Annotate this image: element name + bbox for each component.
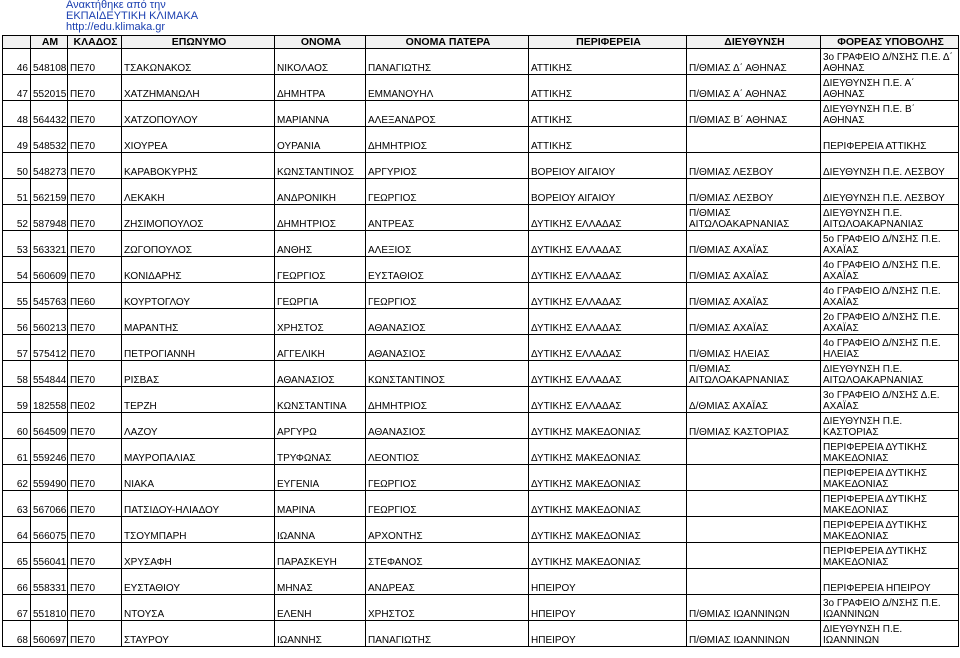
surname-cell: ΤΣΑΚΩΝΑΚΟΣ bbox=[122, 49, 275, 75]
name-cell: ΚΩΝΣΤΑΝΤΙΝΟΣ bbox=[275, 153, 366, 179]
father-name-cell: ΕΜΜΑΝΟΥΗΛ bbox=[366, 75, 529, 101]
region-cell: ΑΤΤΙΚΗΣ bbox=[529, 75, 687, 101]
region-cell: ΔΥΤΙΚΗΣ ΕΛΛΑΔΑΣ bbox=[529, 361, 687, 387]
name-cell: ΑΡΓΥΡΩ bbox=[275, 413, 366, 439]
row-number: 65 bbox=[3, 543, 31, 569]
father-name-cell: ΚΩΝΣΤΑΝΤΙΝΟΣ bbox=[366, 361, 529, 387]
region-cell: ΔΥΤΙΚΗΣ ΜΑΚΕΔΟΝΙΑΣ bbox=[529, 465, 687, 491]
directorate-cell: Π/ΘΜΙΑΣ ΑΙΤΩΛΟΑΚΑΡΝΑΝΙΑΣ bbox=[687, 361, 821, 387]
name-cell: ΕΥΓΕΝΙΑ bbox=[275, 465, 366, 491]
father-name-cell: ΠΑΝΑΓΙΩΤΗΣ bbox=[366, 49, 529, 75]
row-number: 49 bbox=[3, 127, 31, 153]
klados-cell: ΠΕ70 bbox=[68, 569, 122, 595]
father-name-cell: ΑΝΔΡΕΑΣ bbox=[366, 569, 529, 595]
father-name-cell: ΑΘΑΝΑΣΙΟΣ bbox=[366, 335, 529, 361]
submitting-body-cell: ΔΙΕΥΘΥΝΣΗ Π.Ε. ΑΙΤΩΛΟΑΚΑΡΝΑΝΙΑΣ bbox=[821, 205, 959, 231]
father-name-cell: ΓΕΩΡΓΙΟΣ bbox=[366, 179, 529, 205]
row-number: 60 bbox=[3, 413, 31, 439]
region-cell: ΔΥΤΙΚΗΣ ΕΛΛΑΔΑΣ bbox=[529, 257, 687, 283]
father-name-cell: ΣΤΕΦΑΝΟΣ bbox=[366, 543, 529, 569]
klados-cell: ΠΕ70 bbox=[68, 101, 122, 127]
surname-cell: ΜΑΡΑΝΤΗΣ bbox=[122, 309, 275, 335]
table-row bbox=[3, 439, 959, 465]
watermark-line: ΕΚΠΑΙΔΕΥΤΙΚΗ ΚΛΙΜΑΚΑ bbox=[66, 10, 199, 22]
region-cell: ΒΟΡΕΙΟΥ ΑΙΓΑΙΟΥ bbox=[529, 179, 687, 205]
klados-cell: ΠΕ70 bbox=[68, 231, 122, 257]
klados-cell: ΠΕ70 bbox=[68, 595, 122, 621]
row-number: 63 bbox=[3, 491, 31, 517]
region-cell: ΔΥΤΙΚΗΣ ΜΑΚΕΔΟΝΙΑΣ bbox=[529, 491, 687, 517]
am-cell: 567066 bbox=[31, 491, 68, 517]
submitting-body-cell: ΔΙΕΥΘΥΝΣΗ Π.Ε. ΚΑΣΤΟΡΙΑΣ bbox=[821, 413, 959, 439]
table-row bbox=[3, 335, 959, 361]
submitting-body-cell: ΠΕΡΙΦΕΡΕΙΑ ΗΠΕΙΡΟΥ bbox=[821, 569, 959, 595]
header-cell: ΕΠΩΝΥΜΟ bbox=[122, 36, 275, 49]
directorate-cell bbox=[687, 491, 821, 517]
table-row bbox=[3, 569, 959, 595]
surname-cell: ΕΥΣΤΑΘΙΟΥ bbox=[122, 569, 275, 595]
klados-cell: ΠΕ70 bbox=[68, 205, 122, 231]
row-number: 47 bbox=[3, 75, 31, 101]
table-row bbox=[3, 387, 959, 413]
header-cell: ΔΙΕΥΘΥΝΣΗ bbox=[687, 36, 821, 49]
directorate-cell: Π/ΘΜΙΑΣ Β΄ ΑΘΗΝΑΣ bbox=[687, 101, 821, 127]
header-cell: ΟΝΟΜΑ ΠΑΤΕΡΑ bbox=[366, 36, 529, 49]
name-cell: ΓΕΩΡΓΙΑ bbox=[275, 283, 366, 309]
directorate-cell: Π/ΘΜΙΑΣ ΚΑΣΤΟΡΙΑΣ bbox=[687, 413, 821, 439]
region-cell: ΒΟΡΕΙΟΥ ΑΙΓΑΙΟΥ bbox=[529, 153, 687, 179]
submitting-body-cell: 2ο ΓΡΑΦΕΙΟ Δ/ΝΣΗΣ Π.Ε. ΑΧΑΪΑΣ bbox=[821, 309, 959, 335]
surname-cell: ΛΑΖΟΥ bbox=[122, 413, 275, 439]
table-row bbox=[3, 283, 959, 309]
submitting-body-cell: 3ο ΓΡΑΦΕΙΟ Δ/ΝΣΗΣ Π.Ε. Δ΄ ΑΘΗΝΑΣ bbox=[821, 49, 959, 75]
father-name-cell: ΠΑΝΑΓΙΩΤΗΣ bbox=[366, 621, 529, 647]
submitting-body-cell: ΠΕΡΙΦΕΡΕΙΑ ΔΥΤΙΚΗΣ ΜΑΚΕΔΟΝΙΑΣ bbox=[821, 465, 959, 491]
father-name-cell: ΑΛΕΞΑΝΔΡΟΣ bbox=[366, 101, 529, 127]
row-number: 54 bbox=[3, 257, 31, 283]
am-cell: 551810 bbox=[31, 595, 68, 621]
table-row bbox=[3, 153, 959, 179]
am-cell: 564509 bbox=[31, 413, 68, 439]
father-name-cell: ΛΕΟΝΤΙΟΣ bbox=[366, 439, 529, 465]
klados-cell: ΠΕ70 bbox=[68, 543, 122, 569]
directorate-cell bbox=[687, 465, 821, 491]
father-name-cell: ΑΡΓΥΡΙΟΣ bbox=[366, 153, 529, 179]
surname-cell: ΚΟΥΡΤΟΓΛΟΥ bbox=[122, 283, 275, 309]
surname-cell: ΠΑΤΣΙΔΟΥ-ΗΛΙΑΔΟΥ bbox=[122, 491, 275, 517]
row-number: 46 bbox=[3, 49, 31, 75]
header-cell: ΦΟΡΕΑΣ ΥΠΟΒΟΛΗΣ bbox=[821, 36, 959, 49]
region-cell: ΔΥΤΙΚΗΣ ΕΛΛΑΔΑΣ bbox=[529, 387, 687, 413]
submitting-body-cell: ΠΕΡΙΦΕΡΕΙΑ ΔΥΤΙΚΗΣ ΜΑΚΕΔΟΝΙΑΣ bbox=[821, 439, 959, 465]
directorate-cell: Π/ΘΜΙΑΣ ΑΧΑΪΑΣ bbox=[687, 309, 821, 335]
father-name-cell: ΕΥΣΤΑΘΙΟΣ bbox=[366, 257, 529, 283]
directorate-cell bbox=[687, 439, 821, 465]
region-cell: ΗΠΕΙΡΟΥ bbox=[529, 621, 687, 647]
row-number: 51 bbox=[3, 179, 31, 205]
am-cell: 560697 bbox=[31, 621, 68, 647]
am-cell: 566075 bbox=[31, 517, 68, 543]
name-cell: ΠΑΡΑΣΚΕΥΗ bbox=[275, 543, 366, 569]
row-number: 67 bbox=[3, 595, 31, 621]
row-number: 50 bbox=[3, 153, 31, 179]
row-number: 61 bbox=[3, 439, 31, 465]
row-number: 57 bbox=[3, 335, 31, 361]
submitting-body-cell: ΠΕΡΙΦΕΡΕΙΑ ΔΥΤΙΚΗΣ ΜΑΚΕΔΟΝΙΑΣ bbox=[821, 517, 959, 543]
name-cell: ΜΑΡΙΝΑ bbox=[275, 491, 366, 517]
region-cell: ΔΥΤΙΚΗΣ ΕΛΛΑΔΑΣ bbox=[529, 283, 687, 309]
klados-cell: ΠΕ70 bbox=[68, 413, 122, 439]
directorate-cell: Π/ΘΜΙΑΣ ΙΩΑΝΝΙΝΩΝ bbox=[687, 621, 821, 647]
surname-cell: ΚΑΡΑΒΟΚΥΡΗΣ bbox=[122, 153, 275, 179]
submitting-body-cell: 5ο ΓΡΑΦΕΙΟ Δ/ΝΣΗΣ Π.Ε. ΑΧΑΪΑΣ bbox=[821, 231, 959, 257]
name-cell: ΓΕΩΡΓΙΟΣ bbox=[275, 257, 366, 283]
am-cell: 559246 bbox=[31, 439, 68, 465]
klados-cell: ΠΕ70 bbox=[68, 335, 122, 361]
region-cell: ΔΥΤΙΚΗΣ ΜΑΚΕΔΟΝΙΑΣ bbox=[529, 439, 687, 465]
father-name-cell: ΑΛΕΞΙΟΣ bbox=[366, 231, 529, 257]
region-cell: ΔΥΤΙΚΗΣ ΕΛΛΑΔΑΣ bbox=[529, 231, 687, 257]
table-row bbox=[3, 491, 959, 517]
surname-cell: ΧΙΟΥΡΕΑ bbox=[122, 127, 275, 153]
am-cell: 548108 bbox=[31, 49, 68, 75]
row-number: 48 bbox=[3, 101, 31, 127]
directorate-cell: Π/ΘΜΙΑΣ ΛΕΣΒΟΥ bbox=[687, 153, 821, 179]
submitting-body-cell: 3ο ΓΡΑΦΕΙΟ Δ/ΝΣΗΣ Π.Ε. ΙΩΑΝΝΙΝΩΝ bbox=[821, 595, 959, 621]
table-row bbox=[3, 309, 959, 335]
region-cell: ΗΠΕΙΡΟΥ bbox=[529, 595, 687, 621]
am-cell: 545763 bbox=[31, 283, 68, 309]
header-cell: ΠΕΡΙΦΕΡΕΙΑ bbox=[529, 36, 687, 49]
submitting-body-cell: ΔΙΕΥΘΥΝΣΗ Π.Ε. Β΄ ΑΘΗΝΑΣ bbox=[821, 101, 959, 127]
header-cell: ΟΝΟΜΑ bbox=[275, 36, 366, 49]
surname-cell: ΧΡΥΣΑΦΗ bbox=[122, 543, 275, 569]
submitting-body-cell: ΔΙΕΥΘΥΝΣΗ Π.Ε. ΛΕΣΒΟΥ bbox=[821, 179, 959, 205]
header-row bbox=[3, 36, 959, 49]
klados-cell: ΠΕ70 bbox=[68, 621, 122, 647]
region-cell: ΔΥΤΙΚΗΣ ΕΛΛΑΔΑΣ bbox=[529, 309, 687, 335]
name-cell: ΚΩΝΣΤΑΝΤΙΝΑ bbox=[275, 387, 366, 413]
region-cell: ΗΠΕΙΡΟΥ bbox=[529, 569, 687, 595]
directorate-cell bbox=[687, 543, 821, 569]
row-number: 58 bbox=[3, 361, 31, 387]
surname-cell: ΛΕΚΑΚΗ bbox=[122, 179, 275, 205]
directorate-cell bbox=[687, 127, 821, 153]
klados-cell: ΠΕ70 bbox=[68, 257, 122, 283]
row-number: 53 bbox=[3, 231, 31, 257]
table-row bbox=[3, 361, 959, 387]
name-cell: ΝΙΚΟΛΑΟΣ bbox=[275, 49, 366, 75]
surname-cell: ΖΩΓΟΠΟΥΛΟΣ bbox=[122, 231, 275, 257]
region-cell: ΑΤΤΙΚΗΣ bbox=[529, 101, 687, 127]
table-row bbox=[3, 231, 959, 257]
directorate-cell: Π/ΘΜΙΑΣ ΗΛΕΙΑΣ bbox=[687, 335, 821, 361]
surname-cell: ΜΑΥΡΟΠΑΛΙΑΣ bbox=[122, 439, 275, 465]
table-row bbox=[3, 413, 959, 439]
am-cell: 575412 bbox=[31, 335, 68, 361]
klados-cell: ΠΕ70 bbox=[68, 439, 122, 465]
table-row bbox=[3, 465, 959, 491]
father-name-cell: ΔΗΜΗΤΡΙΟΣ bbox=[366, 127, 529, 153]
klados-cell: ΠΕ70 bbox=[68, 153, 122, 179]
table-row bbox=[3, 127, 959, 153]
surname-cell: ΠΕΤΡΟΓΙΑΝΝΗ bbox=[122, 335, 275, 361]
table-row bbox=[3, 257, 959, 283]
am-cell: 560609 bbox=[31, 257, 68, 283]
surname-cell: ΖΗΣΙΜΟΠΟΥΛΟΣ bbox=[122, 205, 275, 231]
table-row bbox=[3, 101, 959, 127]
region-cell: ΔΥΤΙΚΗΣ ΕΛΛΑΔΑΣ bbox=[529, 205, 687, 231]
klados-cell: ΠΕ70 bbox=[68, 309, 122, 335]
am-cell: 559490 bbox=[31, 465, 68, 491]
father-name-cell: ΓΕΩΡΓΙΟΣ bbox=[366, 465, 529, 491]
name-cell: ΔΗΜΗΤΡΑ bbox=[275, 75, 366, 101]
header-cell: ΚΛΑΔΟΣ bbox=[68, 36, 122, 49]
row-number: 56 bbox=[3, 309, 31, 335]
directorate-cell: Π/ΘΜΙΑΣ ΙΩΑΝΝΙΝΩΝ bbox=[687, 595, 821, 621]
name-cell: ΙΩΑΝΝΗΣ bbox=[275, 621, 366, 647]
klados-cell: ΠΕ70 bbox=[68, 49, 122, 75]
klados-cell: ΠΕ60 bbox=[68, 283, 122, 309]
surname-cell: ΧΑΤΖΗΜΑΝΩΛΗ bbox=[122, 75, 275, 101]
table-body bbox=[3, 49, 959, 647]
row-number: 64 bbox=[3, 517, 31, 543]
am-cell: 587948 bbox=[31, 205, 68, 231]
directorate-cell bbox=[687, 517, 821, 543]
father-name-cell: ΑΡΧΟΝΤΗΣ bbox=[366, 517, 529, 543]
am-cell: 562159 bbox=[31, 179, 68, 205]
klados-cell: ΠΕ70 bbox=[68, 517, 122, 543]
submitting-body-cell: ΔΙΕΥΘΥΝΣΗ Π.Ε. Α΄ ΑΘΗΝΑΣ bbox=[821, 75, 959, 101]
surname-cell: ΤΕΡΖΗ bbox=[122, 387, 275, 413]
name-cell: ΔΗΜΗΤΡΙΟΣ bbox=[275, 205, 366, 231]
directorate-cell: Π/ΘΜΙΑΣ ΑΧΑΪΑΣ bbox=[687, 257, 821, 283]
am-cell: 548273 bbox=[31, 153, 68, 179]
klados-cell: ΠΕ70 bbox=[68, 75, 122, 101]
watermark-line: Ανακτήθηκε από την bbox=[66, 0, 166, 11]
name-cell: ΑΓΓΕΛΙΚΗ bbox=[275, 335, 366, 361]
header-cell bbox=[3, 36, 31, 49]
surname-cell: ΝΙΑΚΑ bbox=[122, 465, 275, 491]
name-cell: ΑΝΘΗΣ bbox=[275, 231, 366, 257]
name-cell: ΧΡΗΣΤΟΣ bbox=[275, 309, 366, 335]
surname-cell: ΡΙΣΒΑΣ bbox=[122, 361, 275, 387]
header-cell: ΑΜ bbox=[31, 36, 68, 49]
directorate-cell: Π/ΘΜΙΑΣ ΑΙΤΩΛΟΑΚΑΡΝΑΝΙΑΣ bbox=[687, 205, 821, 231]
region-cell: ΔΥΤΙΚΗΣ ΜΑΚΕΔΟΝΙΑΣ bbox=[529, 413, 687, 439]
am-cell: 552015 bbox=[31, 75, 68, 101]
submitting-body-cell: 4ο ΓΡΑΦΕΙΟ Δ/ΝΣΗΣ Π.Ε. ΑΧΑΪΑΣ bbox=[821, 257, 959, 283]
table-row bbox=[3, 75, 959, 101]
submitting-body-cell: 4ο ΓΡΑΦΕΙΟ Δ/ΝΣΗΣ Π.Ε. ΑΧΑΪΑΣ bbox=[821, 283, 959, 309]
surname-cell: ΚΟΝΙΔΑΡΗΣ bbox=[122, 257, 275, 283]
table-row bbox=[3, 205, 959, 231]
submitting-body-cell: ΔΙΕΥΘΥΝΣΗ Π.Ε. ΑΙΤΩΛΟΑΚΑΡΝΑΝΙΑΣ bbox=[821, 361, 959, 387]
table-row bbox=[3, 49, 959, 75]
row-number: 59 bbox=[3, 387, 31, 413]
region-cell: ΑΤΤΙΚΗΣ bbox=[529, 49, 687, 75]
watermark bbox=[66, 0, 198, 33]
am-cell: 556041 bbox=[31, 543, 68, 569]
am-cell: 564432 bbox=[31, 101, 68, 127]
am-cell: 558331 bbox=[31, 569, 68, 595]
father-name-cell: ΑΘΑΝΑΣΙΟΣ bbox=[366, 309, 529, 335]
staff-table bbox=[2, 35, 959, 647]
submitting-body-cell: ΔΙΕΥΘΥΝΣΗ Π.Ε. ΛΕΣΒΟΥ bbox=[821, 153, 959, 179]
submitting-body-cell: ΔΙΕΥΘΥΝΣΗ Π.Ε. ΙΩΑΝΝΙΝΩΝ bbox=[821, 621, 959, 647]
row-number: 62 bbox=[3, 465, 31, 491]
submitting-body-cell: ΠΕΡΙΦΕΡΕΙΑ ΔΥΤΙΚΗΣ ΜΑΚΕΔΟΝΙΑΣ bbox=[821, 491, 959, 517]
region-cell: ΔΥΤΙΚΗΣ ΕΛΛΑΔΑΣ bbox=[529, 335, 687, 361]
father-name-cell: ΔΗΜΗΤΡΙΟΣ bbox=[366, 387, 529, 413]
father-name-cell: ΓΕΩΡΓΙΟΣ bbox=[366, 491, 529, 517]
name-cell: ΜΑΡΙΑΝΝΑ bbox=[275, 101, 366, 127]
father-name-cell: ΓΕΩΡΓΙΟΣ bbox=[366, 283, 529, 309]
region-cell: ΔΥΤΙΚΗΣ ΜΑΚΕΔΟΝΙΑΣ bbox=[529, 517, 687, 543]
watermark-link[interactable]: http://edu.klimaka.gr bbox=[66, 21, 166, 33]
directorate-cell: Π/ΘΜΙΑΣ ΑΧΑΪΑΣ bbox=[687, 231, 821, 257]
am-cell: 548532 bbox=[31, 127, 68, 153]
directorate-cell: Π/ΘΜΙΑΣ ΑΧΑΪΑΣ bbox=[687, 283, 821, 309]
row-number: 55 bbox=[3, 283, 31, 309]
am-cell: 182558 bbox=[31, 387, 68, 413]
submitting-body-cell: ΠΕΡΙΦΕΡΕΙΑ ΔΥΤΙΚΗΣ ΜΑΚΕΔΟΝΙΑΣ bbox=[821, 543, 959, 569]
directorate-cell bbox=[687, 569, 821, 595]
klados-cell: ΠΕ70 bbox=[68, 361, 122, 387]
directorate-cell: Π/ΘΜΙΑΣ Δ΄ ΑΘΗΝΑΣ bbox=[687, 49, 821, 75]
row-number: 68 bbox=[3, 621, 31, 647]
region-cell: ΔΥΤΙΚΗΣ ΜΑΚΕΔΟΝΙΑΣ bbox=[529, 543, 687, 569]
name-cell: ΜΗΝΑΣ bbox=[275, 569, 366, 595]
table-row bbox=[3, 595, 959, 621]
father-name-cell: ΧΡΗΣΤΟΣ bbox=[366, 595, 529, 621]
submitting-body-cell: 4ο ΓΡΑΦΕΙΟ Δ/ΝΣΗΣ Π.Ε. ΗΛΕΙΑΣ bbox=[821, 335, 959, 361]
directorate-cell: Π/ΘΜΙΑΣ ΛΕΣΒΟΥ bbox=[687, 179, 821, 205]
klados-cell: ΠΕ70 bbox=[68, 465, 122, 491]
row-number: 52 bbox=[3, 205, 31, 231]
table-row bbox=[3, 517, 959, 543]
table-row bbox=[3, 179, 959, 205]
directorate-cell: Δ/ΘΜΙΑΣ ΑΧΑΪΑΣ bbox=[687, 387, 821, 413]
table-row bbox=[3, 621, 959, 647]
klados-cell: ΠΕ02 bbox=[68, 387, 122, 413]
table-row bbox=[3, 543, 959, 569]
klados-cell: ΠΕ70 bbox=[68, 491, 122, 517]
name-cell: ΤΡΥΦΩΝΑΣ bbox=[275, 439, 366, 465]
father-name-cell: ΑΘΑΝΑΣΙΟΣ bbox=[366, 413, 529, 439]
submitting-body-cell: 3ο ΓΡΑΦΕΙΟ Δ/ΝΣΗΣ Δ.Ε. ΑΧΑΪΑΣ bbox=[821, 387, 959, 413]
name-cell: ΑΘΑΝΑΣΙΟΣ bbox=[275, 361, 366, 387]
name-cell: ΟΥΡΑΝΙΑ bbox=[275, 127, 366, 153]
am-cell: 554844 bbox=[31, 361, 68, 387]
klados-cell: ΠΕ70 bbox=[68, 179, 122, 205]
name-cell: ΙΩΑΝΝΑ bbox=[275, 517, 366, 543]
surname-cell: ΝΤΟΥΣΑ bbox=[122, 595, 275, 621]
region-cell: ΑΤΤΙΚΗΣ bbox=[529, 127, 687, 153]
surname-cell: ΣΤΑΥΡΟΥ bbox=[122, 621, 275, 647]
klados-cell: ΠΕ70 bbox=[68, 127, 122, 153]
am-cell: 563321 bbox=[31, 231, 68, 257]
row-number: 66 bbox=[3, 569, 31, 595]
surname-cell: ΤΣΟΥΜΠΑΡΗ bbox=[122, 517, 275, 543]
name-cell: ΕΛΕΝΗ bbox=[275, 595, 366, 621]
surname-cell: ΧΑΤΖΟΠΟΥΛΟΥ bbox=[122, 101, 275, 127]
directorate-cell: Π/ΘΜΙΑΣ Α΄ ΑΘΗΝΑΣ bbox=[687, 75, 821, 101]
name-cell: ΑΝΔΡΟΝΙΚΗ bbox=[275, 179, 366, 205]
submitting-body-cell: ΠΕΡΙΦΕΡΕΙΑ ΑΤΤΙΚΗΣ bbox=[821, 127, 959, 153]
am-cell: 560213 bbox=[31, 309, 68, 335]
father-name-cell: ΑΝΤΡΕΑΣ bbox=[366, 205, 529, 231]
